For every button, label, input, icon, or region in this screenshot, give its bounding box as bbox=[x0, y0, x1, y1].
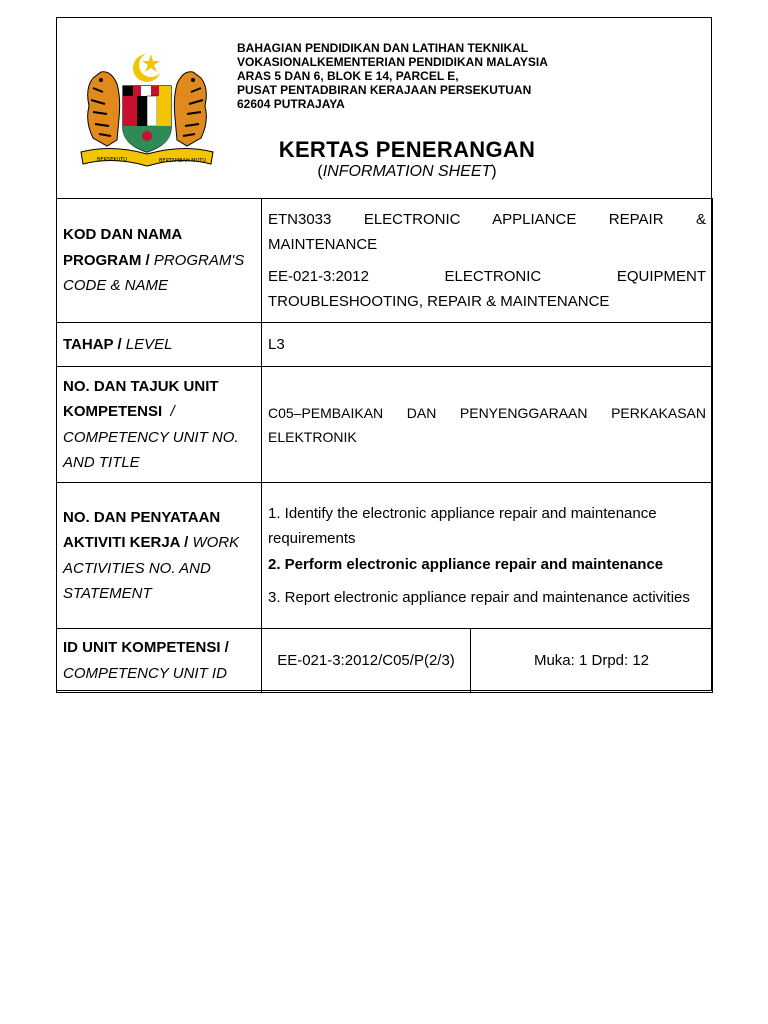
org-line: 62604 PUTRAJAYA bbox=[237, 97, 345, 111]
table-row bbox=[57, 629, 713, 693]
list-item: 2. Perform electronic appliance repair and maintenance bbox=[268, 555, 664, 573]
document-title: KERTAS PENERANGAN bbox=[278, 137, 536, 162]
activities-label: NO. DAN PENYATAAN AKTIVITI KERJA / WORK ACTIVITIES NO. AND STATEMENT bbox=[57, 483, 262, 629]
unit-id-value: EE-021-3:2012/C05/P(2/3) bbox=[262, 629, 471, 693]
list-item: 1. Identify the electronic appliance repair and maintenance requirements bbox=[268, 504, 657, 547]
level-value: L3 bbox=[262, 323, 713, 367]
organization-address bbox=[237, 41, 548, 111]
page-number: Muka: 1 Drpd: 12 bbox=[471, 629, 713, 693]
org-line: PUSAT PENTADBIRAN KERAJAAN PERSEKUTUAN bbox=[237, 83, 532, 97]
org-line: ARAS 5 DAN 6, BLOK E 14, PARCEL E, bbox=[237, 69, 459, 83]
table-row bbox=[57, 199, 713, 323]
document-header bbox=[57, 18, 711, 199]
table-row bbox=[57, 323, 713, 367]
unit-id-label: ID UNIT KOMPETENSI / COMPETENCY UNIT ID bbox=[57, 629, 262, 693]
info-table bbox=[56, 198, 713, 693]
org-line: BAHAGIAN PENDIDIKAN DAN LATIHAN TEKNIKAL bbox=[237, 41, 529, 55]
document-subtitle: (INFORMATION SHEET) bbox=[317, 163, 497, 180]
list-item: 3. Report electronic appliance repair and maintenance activities bbox=[268, 589, 690, 606]
crest-scroll-left: BERSEKUTU bbox=[97, 157, 127, 163]
unit-label: NO. DAN TAJUK UNIT KOMPETENSI / COMPETENCY UNIT NO. AND TITLE bbox=[57, 367, 262, 483]
information-sheet bbox=[56, 17, 712, 691]
table-row bbox=[57, 367, 713, 483]
activities-value bbox=[262, 483, 713, 629]
table-row bbox=[57, 483, 713, 629]
crest-scroll-right: BERTAMBAH MUTU bbox=[159, 158, 206, 164]
program-label: KOD DAN NAMA PROGRAM / PROGRAM'S CODE & NAME bbox=[57, 199, 262, 323]
org-line: VOKASIONALKEMENTERIAN PENDIDIKAN MALAYSIA bbox=[237, 55, 548, 69]
unit-value: C05–PEMBAIKAN DAN PENYENGGARAAN PERKAKASAN ELEKTRONIK bbox=[262, 367, 713, 483]
level-label: TAHAP / LEVEL bbox=[57, 323, 262, 367]
program-value: ETN3033 ELECTRONIC APPLIANCE REPAIR & MAINTENANCE EE-021-3:2012 ELECTRONIC EQUIPMENT TROUBLESHOOTING, REPAIR & MAINTENANCE bbox=[262, 199, 713, 323]
